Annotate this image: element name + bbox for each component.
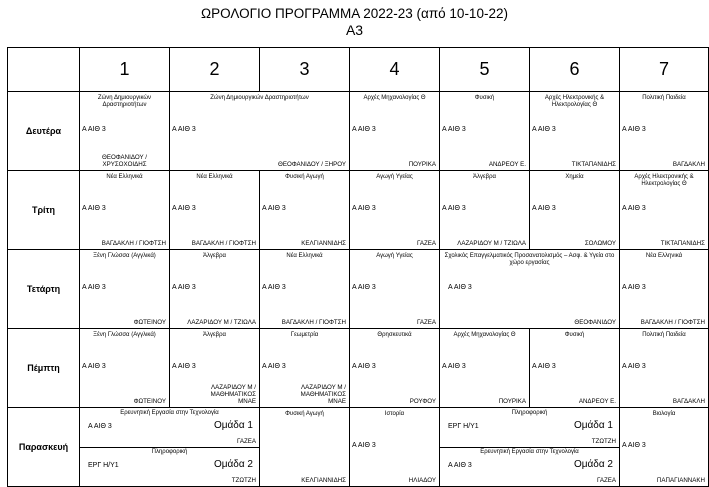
lesson-subject: Γεωμετρία <box>290 332 319 338</box>
lesson-subject: Πολιτική Παιδεία <box>642 95 686 101</box>
lesson-teacher: ΘΕΟΦΑΝΙΔΟΥ / ΞΗΡΟΥ <box>278 161 346 168</box>
lesson-room: Α ΑΙΘ 3 <box>532 205 556 212</box>
lesson-subject: Χημεία <box>565 174 584 180</box>
lesson-room: Α ΑΙΘ 3 <box>172 126 196 133</box>
lesson-teacher: ΚΕΛΓΙΑΝΝΙΔΗΣ <box>301 477 346 484</box>
lesson-room: Α ΑΙΘ 3 <box>82 126 106 133</box>
lesson-room: Α ΑΙΘ 3 <box>442 363 466 370</box>
lesson-room: Α ΑΙΘ 3 <box>442 205 466 212</box>
lesson-cell <box>530 92 620 171</box>
lesson-room: Α ΑΙΘ 3 <box>172 284 196 291</box>
lesson-room: Α ΑΙΘ 3 <box>82 363 106 370</box>
lesson-subject: Αρχές Μηχανολογίας Θ <box>363 95 426 101</box>
lesson-room: Α ΑΙΘ 3 <box>622 205 646 212</box>
lesson-teacher: ΤΖΩΤΖΗ <box>591 438 616 445</box>
group-label: Ομάδα 1 <box>573 420 613 431</box>
period-header: 1 <box>80 48 170 92</box>
lesson-room: Α ΑΙΘ 3 <box>352 284 376 291</box>
lesson-cell <box>350 329 440 408</box>
lesson-teacher: ΓΑΖΕΑ <box>417 240 436 247</box>
lesson-room: Α ΑΙΘ 3 <box>442 126 466 133</box>
lesson-cell <box>350 171 440 250</box>
lesson-room: Α ΑΙΘ 3 <box>448 462 472 469</box>
lesson-subject: Αγωγή Υγείας <box>376 174 413 180</box>
lesson-teacher: ΘΕΟΦΑΝΙΔΟΥ <box>574 319 616 326</box>
day-row-wednesday <box>8 250 709 329</box>
lesson-room: ΕΡΓ Η/Υ1 <box>448 423 479 430</box>
lesson-teacher: ΤΖΩΤΖΗ <box>231 477 256 484</box>
lesson-cell <box>80 329 170 408</box>
lesson-room: Α ΑΙΘ 3 <box>532 363 556 370</box>
lesson-cell <box>440 171 530 250</box>
lesson-cell <box>350 92 440 171</box>
period-header: 4 <box>350 48 440 92</box>
day-label: Πέμπτη <box>8 329 80 408</box>
lesson-subject: Φυσική <box>474 95 495 101</box>
lesson-room: ΕΡΓ Η/Υ1 <box>88 462 119 469</box>
lesson-cell <box>530 329 620 408</box>
lesson-subject: Πολιτική Παιδεία <box>642 332 686 338</box>
lesson-cell <box>620 250 709 329</box>
lesson-room: Α ΑΙΘ 3 <box>622 363 646 370</box>
period-header: 6 <box>530 48 620 92</box>
lesson-cell <box>260 329 350 408</box>
lesson-cell <box>620 92 709 171</box>
lesson-room: Α ΑΙΘ 3 <box>262 363 286 370</box>
day-row-tuesday <box>8 171 709 250</box>
lesson-cell <box>440 329 530 408</box>
lesson-cell <box>80 92 170 171</box>
lesson-teacher: ΒΑΓΔΑΚΛΗ <box>672 161 705 168</box>
lesson-subject: Σχολικός Επαγγελματικός Προσανατολισμός – Ασφ. & Υγεία στο χώρο εργασίας <box>444 253 615 266</box>
lesson-cell <box>350 408 440 487</box>
group-label: Ομάδα 2 <box>573 459 613 470</box>
day-row-friday <box>8 408 709 487</box>
lesson-teacher: ΒΑΓΔΑΚΛΗ / ΓΙΟΦΤΣΗ <box>191 240 256 247</box>
lesson-teacher: ΓΑΖΕΑ <box>597 477 616 484</box>
lesson-cell <box>620 171 709 250</box>
lesson-room: Α ΑΙΘ 3 <box>172 363 196 370</box>
lesson-cell <box>530 171 620 250</box>
lesson-teacher: ΓΑΖΕΑ <box>417 319 436 326</box>
period-header: 3 <box>260 48 350 92</box>
lesson-subject: Νέα Ελληνικά <box>106 174 143 180</box>
lesson-cell-split <box>80 408 260 487</box>
lesson-teacher: ΠΑΠΑΓΙΑΝΝΑΚΗ <box>656 477 705 484</box>
lesson-subject: Ιστορία <box>384 411 405 417</box>
lesson-teacher: ΒΑΓΔΑΚΛΗ / ΓΙΟΦΤΣΗ <box>640 319 705 326</box>
lesson-cell <box>80 171 170 250</box>
lesson-cell <box>350 250 440 329</box>
lesson-cell-split <box>440 408 620 487</box>
day-label: Τρίτη <box>8 171 80 250</box>
timetable <box>7 47 709 487</box>
day-row-monday <box>8 92 709 171</box>
period-header: 5 <box>440 48 530 92</box>
lesson-room: Α ΑΙΘ 3 <box>352 442 376 449</box>
lesson-subject: Αρχές Ηλεκτρονικής & Ηλεκτρολογίας Θ <box>634 174 694 187</box>
lesson-subject: Άλγεβρα <box>202 332 226 338</box>
lesson-subject: Βιολογία <box>652 411 676 417</box>
lesson-cell <box>440 92 530 171</box>
lesson-subject: Πληροφορική <box>151 449 188 455</box>
lesson-teacher: ΒΑΓΔΑΚΛΗ / ΓΙΟΦΤΣΗ <box>281 319 346 326</box>
lesson-teacher: ΒΑΓΔΑΚΛΗ <box>672 398 705 405</box>
day-label: Τετάρτη <box>8 250 80 329</box>
lesson-teacher: ΤΙΚΤΑΠΑΝΙΔΗΣ <box>571 161 616 168</box>
lesson-subject: Φυσική <box>564 332 585 338</box>
period-header: 7 <box>620 48 709 92</box>
lesson-room: Α ΑΙΘ 3 <box>82 284 106 291</box>
lesson-teacher: ΛΑΖΑΡΙΔΟΥ Μ / ΤΖΙΩΛΑ <box>457 240 526 247</box>
day-label: Παρασκευή <box>8 408 80 487</box>
lesson-subject: Ξένη Γλώσσα (Αγγλικά) <box>93 332 156 338</box>
lesson-room: Α ΑΙΘ 3 <box>622 126 646 133</box>
lesson-cell <box>620 408 709 487</box>
lesson-subject: Αρχές Ηλεκτρονικής & Ηλεκτρολογίας Θ <box>544 95 605 108</box>
lesson-room: Α ΑΙΘ 3 <box>82 205 106 212</box>
lesson-cell <box>440 250 620 329</box>
lesson-room: Α ΑΙΘ 3 <box>448 284 472 291</box>
lesson-room: Α ΑΙΘ 3 <box>262 205 286 212</box>
group-label: Ομάδα 2 <box>213 459 253 470</box>
lesson-teacher: ΣΟΛΩΜΟΥ <box>584 240 616 247</box>
lesson-cell <box>170 92 350 171</box>
lesson-teacher: ΛΑΖΑΡΙΔΟΥ Μ / ΤΖΙΩΛΑ <box>187 319 256 326</box>
lesson-cell <box>170 250 260 329</box>
period-header: 2 <box>170 48 260 92</box>
lesson-room: Α ΑΙΘ 3 <box>172 205 196 212</box>
lesson-cell <box>260 250 350 329</box>
lesson-teacher: ΛΑΖΑΡΙΔΟΥ Μ / ΜΑΘΗΜΑΤΙΚΟΣ ΜΝΑΕ <box>210 384 256 405</box>
lesson-cell <box>170 171 260 250</box>
lesson-cell <box>80 250 170 329</box>
corner-cell <box>8 48 80 92</box>
lesson-teacher: ΑΝΔΡΕΟΥ Ε. <box>488 161 526 168</box>
group-label: Ομάδα 1 <box>213 420 253 431</box>
lesson-teacher: ΦΩΤΕΙΝΟΥ <box>133 319 166 326</box>
group-slot <box>440 447 619 486</box>
lesson-subject: Ξένη Γλώσσα (Αγγλικά) <box>93 253 156 259</box>
lesson-subject: Νέα Ελληνικά <box>196 174 233 180</box>
group-slot <box>80 447 259 486</box>
lesson-subject: Ζώνη Δημιουργικών Δραστηριοτήτων <box>210 95 309 101</box>
lesson-teacher: ΑΝΔΡΕΟΥ Ε. <box>578 398 616 405</box>
lesson-subject: Νέα Ελληνικά <box>645 253 683 259</box>
lesson-cell <box>260 171 350 250</box>
lesson-teacher: ΦΩΤΕΙΝΟΥ <box>133 398 166 405</box>
lesson-teacher: ΚΕΛΓΙΑΝΝΙΔΗΣ <box>301 240 346 247</box>
lesson-cell <box>260 408 350 487</box>
lesson-subject: Ερευνητική Εργασία στην Τεχνολογία <box>480 449 579 455</box>
day-label: Δευτέρα <box>8 92 80 171</box>
lesson-teacher: ΛΑΖΑΡΙΔΟΥ Μ / ΜΑΘΗΜΑΤΙΚΟΣ ΜΝΑΕ <box>300 384 346 405</box>
lesson-room: Α ΑΙΘ 3 <box>352 126 376 133</box>
lesson-teacher: ΗΛΙΑΔΟΥ <box>408 477 436 484</box>
lesson-room: Α ΑΙΘ 3 <box>262 284 286 291</box>
lesson-room: Α ΑΙΘ 3 <box>622 442 646 449</box>
lesson-teacher: ΘΕΟΦΑΝΙΔΟΥ / ΧΡΥΣΟΧΟΙΔΗΣ <box>102 154 147 168</box>
lesson-teacher: ΠΟΥΡΙΚΑ <box>408 161 436 168</box>
page-title: ΩΡΟΛΟΓΙΟ ΠΡΟΓΡΑΜΜΑ 2022-23 (από 10-10-22) <box>201 6 508 21</box>
lesson-subject: Νέα Ελληνικά <box>286 253 323 259</box>
lesson-subject: Φυσική Αγωγή <box>285 174 324 180</box>
lesson-subject: Ερευνητική Εργασία στην Τεχνολογία <box>120 410 219 416</box>
lesson-subject: Άλγεβρα <box>202 253 226 259</box>
lesson-room: Α ΑΙΘ 3 <box>88 423 112 430</box>
lesson-subject: Αγωγή Υγείας <box>376 253 413 259</box>
group-slot <box>80 408 259 448</box>
lesson-cell <box>620 329 709 408</box>
lesson-teacher: ΡΟΥΦΟΥ <box>409 398 436 405</box>
lesson-room: Α ΑΙΘ 3 <box>352 363 376 370</box>
lesson-subject: Πληροφορική <box>511 410 548 416</box>
lesson-teacher: ΓΑΖΕΑ <box>237 438 256 445</box>
group-slot <box>440 408 619 448</box>
class-name: Α3 <box>345 22 364 38</box>
lesson-subject: Θρησκευτικά <box>377 332 412 338</box>
header-row <box>8 48 709 92</box>
lesson-room: Α ΑΙΘ 3 <box>622 284 646 291</box>
lesson-teacher: ΒΑΓΔΑΚΛΗ / ΓΙΟΦΤΣΗ <box>101 240 166 247</box>
lesson-room: Α ΑΙΘ 3 <box>352 205 376 212</box>
lesson-teacher: ΠΟΥΡΙΚΑ <box>498 398 526 405</box>
lesson-subject: Ζώνη Δημιουργικών Δραστηριοτήτων <box>97 95 152 108</box>
lesson-cell <box>170 329 260 408</box>
lesson-room: Α ΑΙΘ 3 <box>532 126 556 133</box>
lesson-subject: Άλγεβρα <box>472 174 496 180</box>
lesson-subject: Φυσική Αγωγή <box>285 411 324 417</box>
lesson-subject: Αρχές Μηχανολογίας Θ <box>453 332 516 338</box>
day-row-thursday <box>8 329 709 408</box>
lesson-teacher: ΤΙΚΤΑΠΑΝΙΔΗΣ <box>660 240 705 247</box>
